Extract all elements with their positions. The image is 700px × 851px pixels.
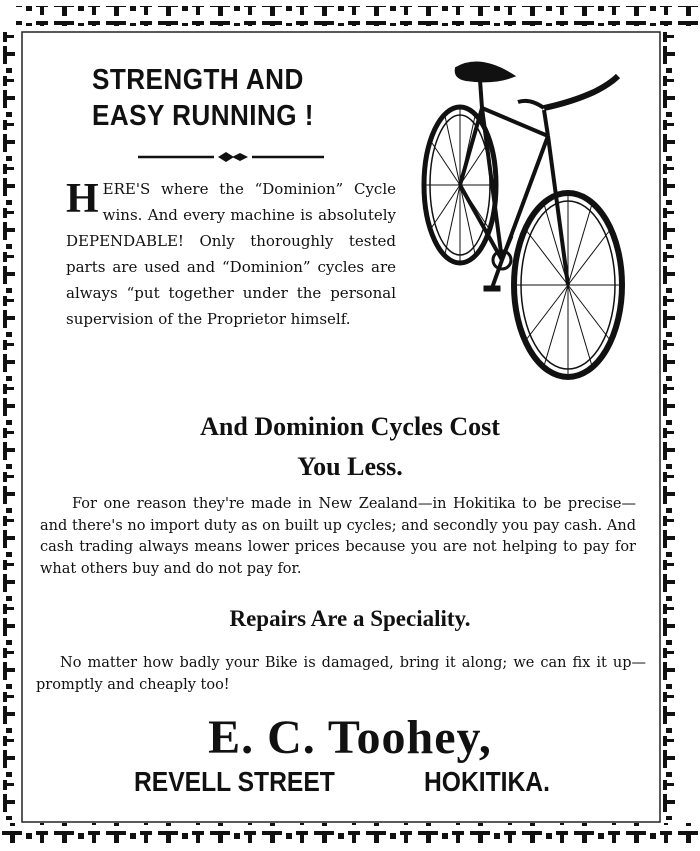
cost-paragraph-text: For one reason they're made in New Zealand—in Hokitika to be precise—and there's no import duty as on built up cycles; and secondly you pay cash. And cash trading always means lower prices because you are not helping to pay for what others buy and do not pay for.: [40, 496, 636, 577]
subheading-cost: And Dominion Cycles Cost: [200, 412, 500, 441]
subheading-repairs: Repairs Are a Speciality.: [229, 606, 471, 631]
headline-line-2: EASY RUNNING !: [92, 100, 314, 132]
repairs-paragraph-text: No matter how badly your Bike is damaged, bring it along; we can fix it up—promptly and cheaply too!: [36, 655, 646, 693]
headline: [92, 62, 362, 134]
bicycle-illustration: [410, 50, 640, 390]
cost-paragraph: [40, 494, 636, 580]
ornamental-rule: [138, 150, 328, 164]
subheading-you-less: You Less.: [297, 452, 403, 481]
intro-paragraph: [66, 176, 396, 332]
drop-cap: H: [66, 176, 99, 222]
repairs-paragraph: [36, 652, 646, 696]
proprietor-name: E. C. Toohey,: [208, 711, 492, 764]
handlebar: [544, 76, 618, 108]
intro-text: ERE'S where the “Dominion” Cycle wins. And every machine is absolutely DEPENDABLE! Only thoroughly tested parts are used and “Dominion” cycles are always “put together under the personal supervision of the Proprietor himself.: [66, 180, 396, 328]
address-town: HOKITIKA.: [424, 766, 550, 797]
headline-line-1: STRENGTH AND: [92, 64, 304, 96]
saddle: [456, 63, 514, 82]
address-street: REVELL STREET: [134, 766, 335, 797]
